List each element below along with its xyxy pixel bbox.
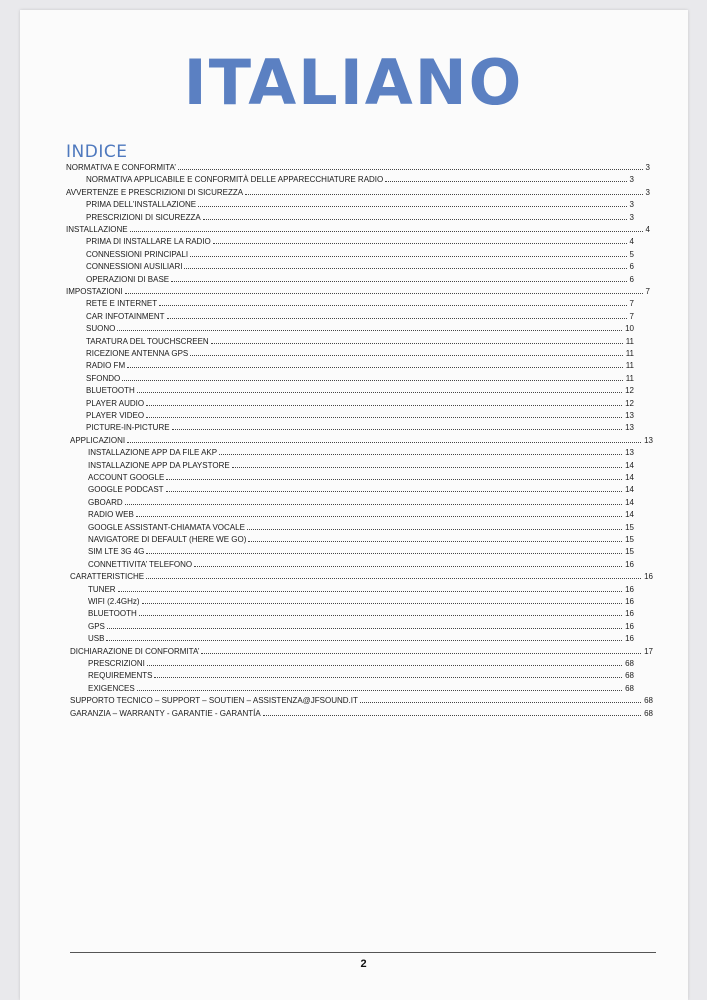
toc-entry-label: EXIGENCES [88, 683, 135, 693]
toc-entry-label: DICHIARAZIONE DI CONFORMITA’ [70, 646, 200, 656]
toc-entry-label: BLUETOOTH [88, 609, 137, 619]
toc-subsection [88, 557, 634, 569]
toc-leader-dots [166, 478, 622, 480]
toc-leader-dots [247, 528, 622, 530]
toc-leader-dots [203, 218, 627, 220]
toc-entry-label: BLUETOOTH [86, 386, 135, 396]
toc-subsection [88, 656, 634, 668]
toc-entry-page: 68 [625, 671, 634, 681]
index-heading: INDICE [66, 142, 128, 162]
toc-entry-page: 15 [625, 535, 634, 544]
toc-entry-page: 16 [625, 584, 634, 594]
toc-entry-label: TARATURA DEL TOUCHSCREEN [86, 336, 209, 346]
toc-entry-label: SUPPORTO TECNICO – SUPPORT – SOUTIEN – ASSISTENZA@JFSOUND.IT [70, 696, 358, 706]
toc-leader-dots [385, 180, 626, 182]
toc-leader-dots [232, 466, 622, 468]
toc-subsection [88, 532, 634, 544]
toc-leader-dots [159, 304, 626, 306]
toc-subsection [86, 272, 634, 284]
toc-leader-dots [142, 602, 623, 604]
toc-entry-label: WIFI (2.4GHz) [88, 597, 140, 606]
toc-entry-page: 7 [629, 299, 634, 309]
toc-entry-label: REQUIREMENTS [88, 671, 153, 681]
toc-subsection [86, 358, 634, 370]
toc-entry-page: 13 [644, 435, 653, 445]
toc-leader-dots [248, 540, 622, 542]
toc-entry-label: GPS [88, 621, 105, 631]
toc-entry-label: AVVERTENZE E PRESCRIZIONI DI SICUREZZA [66, 187, 244, 197]
toc-leader-dots [122, 379, 622, 381]
toc-leader-dots [190, 255, 626, 257]
toc-entry-label: CONNETTIVITA’ TELEFONO [88, 559, 193, 569]
toc-subsection [86, 197, 634, 209]
toc-entry-page: 3 [629, 200, 634, 210]
toc-leader-dots [166, 490, 623, 492]
toc-entry-page: 16 [625, 621, 634, 631]
toc-entry-page: 16 [625, 634, 634, 644]
toc-subsection [86, 321, 634, 333]
toc-leader-dots [117, 329, 622, 331]
toc-section [70, 693, 653, 705]
toc-section [70, 569, 653, 581]
toc-leader-dots [125, 503, 622, 505]
toc-entry-page: 16 [625, 609, 634, 619]
toc-leader-dots [136, 515, 622, 517]
toc-leader-dots [171, 280, 626, 282]
toc-entry-label: RETE E INTERNET [86, 299, 158, 309]
toc-entry-label: RICEZIONE ANTENNA GPS [86, 349, 189, 358]
toc-section [66, 222, 650, 234]
toc-leader-dots [139, 614, 622, 616]
toc-section [66, 185, 650, 197]
toc-entry-page: 17 [644, 646, 653, 656]
toc-subsection [88, 594, 634, 606]
toc-leader-dots [118, 590, 623, 592]
toc-entry-page: 11 [625, 349, 634, 358]
toc-subsection [88, 507, 634, 519]
toc-entry-page: 68 [644, 708, 653, 718]
toc-entry-label: INSTALLAZIONE [66, 225, 128, 234]
toc-leader-dots [137, 689, 622, 691]
toc-leader-dots [137, 391, 622, 393]
toc-subsection [88, 631, 634, 643]
toc-leader-dots [106, 639, 622, 641]
toc-leader-dots [127, 441, 641, 443]
page-number: 2 [360, 958, 367, 970]
toc-section [66, 160, 650, 172]
toc-entry-page: 6 [629, 262, 634, 272]
toc-entry-page: 11 [625, 336, 634, 346]
toc-subsection [88, 668, 634, 680]
toc-leader-dots [172, 428, 623, 430]
toc-entry-label: GOOGLE PODCAST [88, 485, 164, 495]
toc-subsection [86, 334, 634, 346]
toc-entry-label: CONNESSIONI PRINCIPALI [86, 249, 189, 259]
toc-entry-label: PRIMA DI INSTALLARE LA RADIO [86, 237, 211, 247]
toc-subsection [86, 420, 634, 432]
toc-entry-page: 14 [625, 510, 634, 520]
toc-entry-label: GOOGLE ASSISTANT-CHIAMATA VOCALE [88, 522, 245, 532]
toc-entry-label: INSTALLAZIONE APP DA PLAYSTORE [88, 460, 230, 470]
toc-subsection [88, 681, 634, 693]
toc-entry-page: 14 [625, 485, 634, 495]
footer-divider [70, 952, 656, 953]
toc-subsection [88, 606, 634, 618]
toc-entry-label: IMPOSTAZIONI [66, 287, 123, 296]
toc-entry-page: 4 [629, 237, 634, 247]
toc-entry-label: SUONO [86, 324, 116, 334]
toc-leader-dots [198, 205, 626, 207]
toc-leader-dots [245, 193, 642, 195]
toc-entry-label: GARANZIA – WARRANTY - GARANTIE - GARANTÍA [70, 708, 261, 718]
toc-entry-page: 3 [629, 175, 634, 185]
toc-subsection [88, 495, 634, 507]
toc-subsection [86, 296, 634, 308]
toc-subsection [88, 458, 634, 470]
toc-entry-page: 16 [625, 559, 634, 569]
toc-entry-label: INSTALLAZIONE APP DA FILE AKP [88, 448, 218, 458]
toc-entry-label: PLAYER AUDIO [86, 398, 145, 408]
toc-leader-dots [146, 416, 622, 418]
toc-entry-label: RADIO FM [86, 361, 126, 371]
toc-entry-page: 68 [644, 696, 653, 706]
toc-subsection [88, 619, 634, 631]
toc-entry-label: OPERAZIONI DI BASE [86, 274, 170, 284]
toc-entry-label: PICTURE-IN-PICTURE [86, 423, 170, 433]
toc-leader-dots [146, 577, 641, 579]
toc-leader-dots [146, 552, 622, 554]
toc-entry-label: CONNESSIONI AUSILIARI [86, 262, 183, 272]
toc-entry-page: 7 [645, 287, 650, 296]
toc-entry-page: 3 [645, 163, 650, 172]
toc-subsection [88, 582, 634, 594]
toc-subsection [86, 383, 634, 395]
toc-entry-label: USB [88, 634, 105, 644]
toc-entry-page: 14 [625, 460, 634, 470]
toc-leader-dots [167, 317, 627, 319]
toc-leader-dots [184, 267, 626, 269]
page-title: ITALIANO [183, 46, 524, 119]
toc-entry-page: 5 [629, 249, 634, 259]
toc-leader-dots [125, 292, 643, 294]
toc-leader-dots [263, 714, 641, 716]
toc-entry-page: 13 [625, 411, 634, 420]
toc-entry-page: 11 [625, 361, 634, 371]
toc-leader-dots [360, 701, 641, 703]
toc-entry-page: 16 [644, 572, 653, 582]
toc-entry-label: GBOARD [88, 497, 123, 507]
toc-section [70, 433, 653, 445]
toc-entry-label: RADIO WEB [88, 510, 134, 520]
toc-entry-label: PLAYER VIDEO [86, 411, 145, 420]
toc-entry-label: PRESCRIZIONI [88, 659, 145, 668]
toc-leader-dots [127, 366, 623, 368]
toc-entry-page: 3 [645, 187, 650, 197]
toc-leader-dots [194, 565, 622, 567]
toc-entry-page: 12 [625, 386, 634, 396]
toc-leader-dots [178, 168, 642, 170]
toc-entry-label: NORMATIVA E CONFORMITA’ [66, 163, 177, 172]
toc-entry-page: 4 [645, 225, 650, 234]
toc-subsection [88, 520, 634, 532]
toc-entry-label: CARATTERISTICHE [70, 572, 145, 582]
toc-entry-page: 7 [629, 311, 634, 321]
toc-section [70, 644, 653, 656]
toc-entry-page: 16 [625, 597, 634, 606]
toc-subsection [86, 247, 634, 259]
toc-leader-dots [147, 664, 622, 666]
toc-subsection [86, 346, 634, 358]
toc-entry-page: 14 [625, 497, 634, 507]
toc-leader-dots [211, 342, 623, 344]
toc-subsection [86, 371, 634, 383]
toc-leader-dots [190, 354, 622, 356]
toc-entry-page: 13 [625, 448, 634, 458]
toc-subsection [88, 482, 634, 494]
toc-subsection [86, 210, 634, 222]
toc-entry-label: PRESCRIZIONI DI SICUREZZA [86, 212, 201, 222]
toc-subsection [88, 470, 634, 482]
toc-entry-page: 3 [629, 212, 634, 222]
toc-subsection [86, 408, 634, 420]
toc-entry-label: ACCOUNT GOOGLE [88, 473, 165, 482]
toc-subsection [88, 445, 634, 457]
toc-subsection [86, 259, 634, 271]
toc-entry-label: CAR INFOTAINMENT [86, 311, 165, 321]
toc-leader-dots [130, 230, 643, 232]
toc-entry-label: SFONDO [86, 373, 121, 383]
toc-leader-dots [213, 242, 627, 244]
toc-section [66, 284, 650, 296]
toc-entry-page: 11 [625, 373, 634, 383]
toc-leader-dots [219, 453, 622, 455]
toc-entry-page: 10 [625, 324, 634, 334]
toc-entry-page: 13 [625, 423, 634, 433]
toc-entry-page: 15 [625, 547, 634, 557]
toc-entry-page: 68 [625, 683, 634, 693]
toc-entry-page: 14 [625, 473, 634, 482]
toc-subsection [86, 396, 634, 408]
toc-leader-dots [154, 676, 622, 678]
toc-entry-page: 68 [625, 659, 634, 668]
toc-leader-dots [146, 404, 622, 406]
toc-entry-label: NAVIGATORE DI DEFAULT (HERE WE GO) [88, 535, 247, 544]
toc-leader-dots [201, 652, 641, 654]
toc-subsection [86, 309, 634, 321]
toc-entry-page: 15 [625, 522, 634, 532]
toc-subsection [86, 172, 634, 184]
toc-entry-label: SIM LTE 3G 4G [88, 547, 145, 557]
toc-entry-page: 12 [625, 398, 634, 408]
toc-entry-label: APPLICAZIONI [70, 435, 126, 445]
toc-leader-dots [107, 627, 622, 629]
toc-entry-page: 6 [629, 274, 634, 284]
toc-subsection [88, 544, 634, 556]
toc-subsection [86, 234, 634, 246]
toc-section [70, 706, 653, 718]
toc-entry-label: NORMATIVA APPLICABILE E CONFORMITÀ DELLE APPARECCHIATURE RADIO [86, 175, 384, 185]
toc-entry-label: TUNER [88, 584, 116, 594]
toc-entry-label: PRIMA DELL’INSTALLAZIONE [86, 200, 197, 210]
